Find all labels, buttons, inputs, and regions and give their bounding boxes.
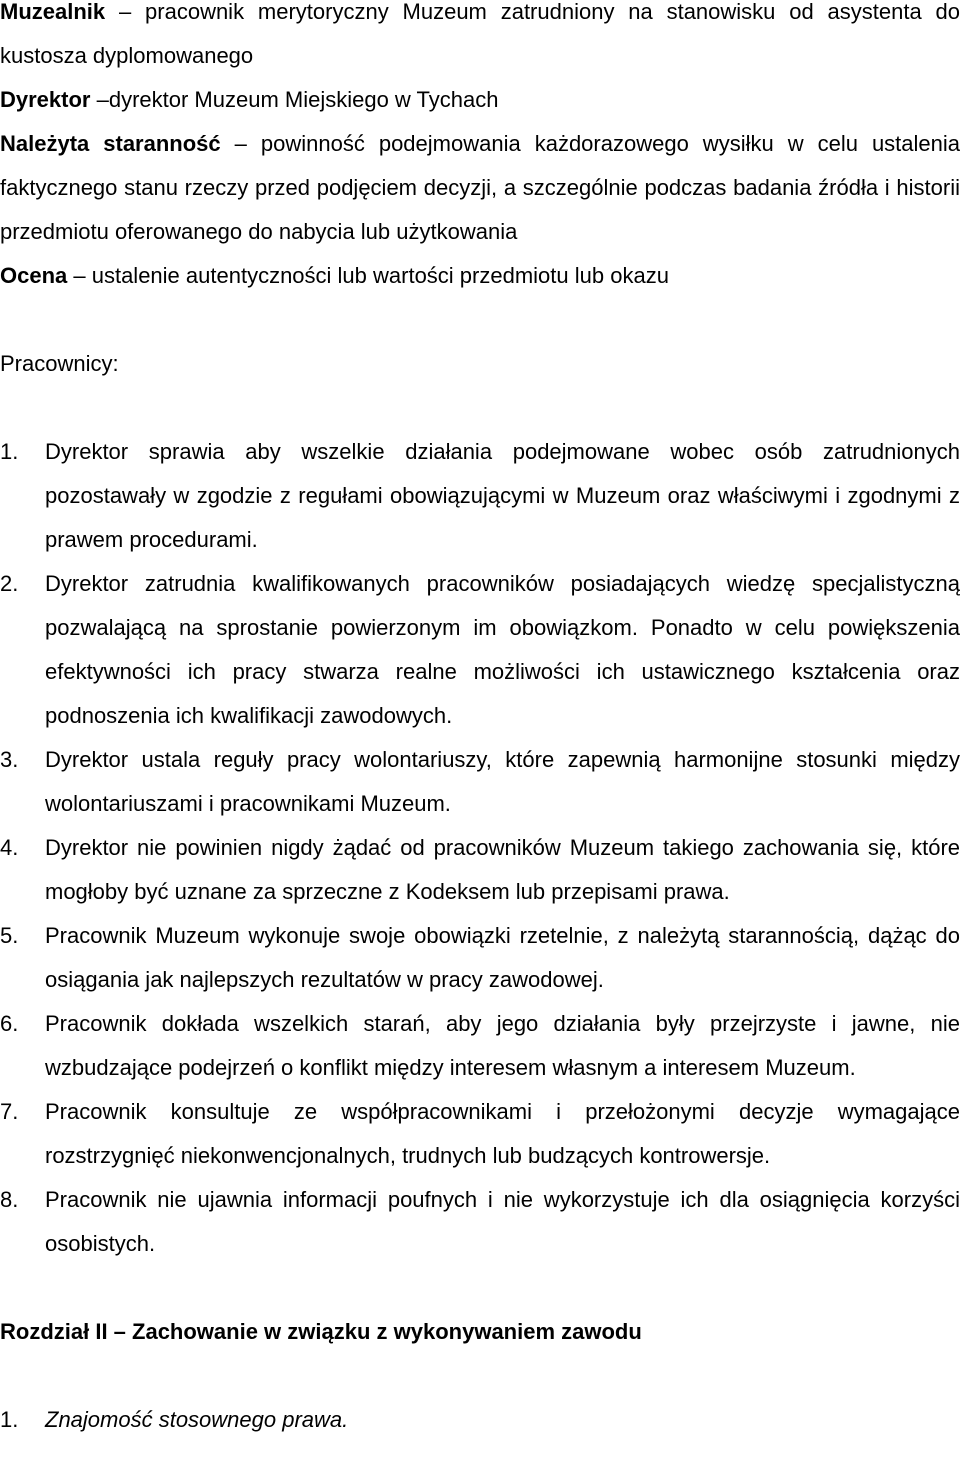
definition-muzealnik: [0, 0, 960, 78]
definition-text: – powinność podejmowania każdorazowego wysiłku w celu ustalenia faktycznego stanu rzeczy przed podjęciem decyzji, a szczególnie podczas badania źródła i historii przedmiotu oferowanego do nabycia lub użytkowania: [0, 131, 960, 244]
list-item-text: Dyrektor zatrudnia kwalifikowanych pracowników posiadających wiedzę specjalistyczną pozwalającą na sprostanie powierzonym im obowiązkom. Ponadto w celu powiększenia efektywności ich pracy stwarza realne możliwości ich ustawicznego kształcenia oraz podnoszenia ich kwalifikacji zawodowych.: [45, 571, 960, 728]
definition-term: Ocena: [0, 263, 68, 288]
definition-text: – pracownik merytoryczny Muzeum zatrudniony na stanowisku od asystenta do kustosza dyplomowanego: [0, 0, 960, 68]
list-item-text: Dyrektor ustala reguły pracy wolontariuszy, które zapewnią harmonijne stosunki między wolontariuszami i pracownikami Muzeum.: [45, 747, 960, 816]
list-item: [0, 914, 960, 1002]
rules-list: [0, 430, 960, 1266]
list-item-number: 4.: [0, 835, 19, 860]
sub-item-number: 1.: [0, 1407, 19, 1432]
spacer: [0, 386, 960, 430]
list-item-number: 7.: [0, 1099, 19, 1124]
list-item: [0, 826, 960, 914]
definition-dyrektor: [0, 78, 960, 122]
section-label: Pracownicy:: [0, 351, 119, 376]
list-item: [0, 562, 960, 738]
list-item: [0, 1090, 960, 1178]
chapter-heading: Rozdział II – Zachowanie w związku z wykonywaniem zawodu: [0, 1319, 642, 1344]
definition-term: Muzealnik: [0, 0, 106, 24]
list-item-text: Pracownik konsultuje ze współpracownikami i przełożonymi decyzje wymagające rozstrzygnięć niekonwencjonalnych, trudnych lub budzących kontrowersje.: [45, 1099, 960, 1168]
spacer: [0, 1266, 960, 1310]
list-item: [0, 430, 960, 562]
list-item-number: 6.: [0, 1011, 19, 1036]
definition-nalezyta-starannosc: [0, 122, 960, 254]
list-item-number: 1.: [0, 439, 19, 464]
definition-text: – ustalenie autentyczności lub wartości przedmiotu lub okazu: [67, 263, 669, 288]
list-item-number: 5.: [0, 923, 19, 948]
list-item-text: Pracownik dokłada wszelkich starań, aby jego działania były przejrzyste i jawne, nie wzbudzające podejrzeń o konflikt między interesem własnym a interesem Muzeum.: [45, 1011, 960, 1080]
sub-item: [0, 1398, 960, 1442]
list-item-number: 2.: [0, 571, 19, 596]
spacer: [0, 1354, 960, 1398]
sub-item-text: Znajomość stosownego prawa.: [45, 1407, 349, 1432]
list-item-text: Pracownik Muzeum wykonuje swoje obowiązki rzetelnie, z należytą starannością, dążąc do osiągania jak najlepszych rezultatów w pracy zawodowej.: [45, 923, 960, 992]
list-item-number: 8.: [0, 1187, 19, 1212]
definition-text: –dyrektor Muzeum Miejskiego w Tychach: [90, 87, 499, 112]
definition-ocena: [0, 254, 960, 298]
list-item: [0, 1178, 960, 1266]
list-item-text: Dyrektor nie powinien nigdy żądać od pracowników Muzeum takiego zachowania się, które mogłoby być uznane za sprzeczne z Kodeksem lub przepisami prawa.: [45, 835, 960, 904]
definition-term: Należyta staranność: [0, 131, 221, 156]
list-item: [0, 1002, 960, 1090]
definitions: [0, 0, 960, 298]
list-item-text: Pracownik nie ujawnia informacji poufnych i nie wykorzystuje ich dla osiągnięcia korzyści osobistych.: [45, 1187, 960, 1256]
list-item-text: Dyrektor sprawia aby wszelkie działania podejmowane wobec osób zatrudnionych pozostawały w zgodzie z regułami obowiązującymi w Muzeum oraz właściwymi i zgodnymi z prawem procedurami.: [45, 439, 960, 552]
definition-term: Dyrektor: [0, 87, 91, 112]
list-item-number: 3.: [0, 747, 19, 772]
list-item: [0, 738, 960, 826]
spacer: [0, 298, 960, 342]
